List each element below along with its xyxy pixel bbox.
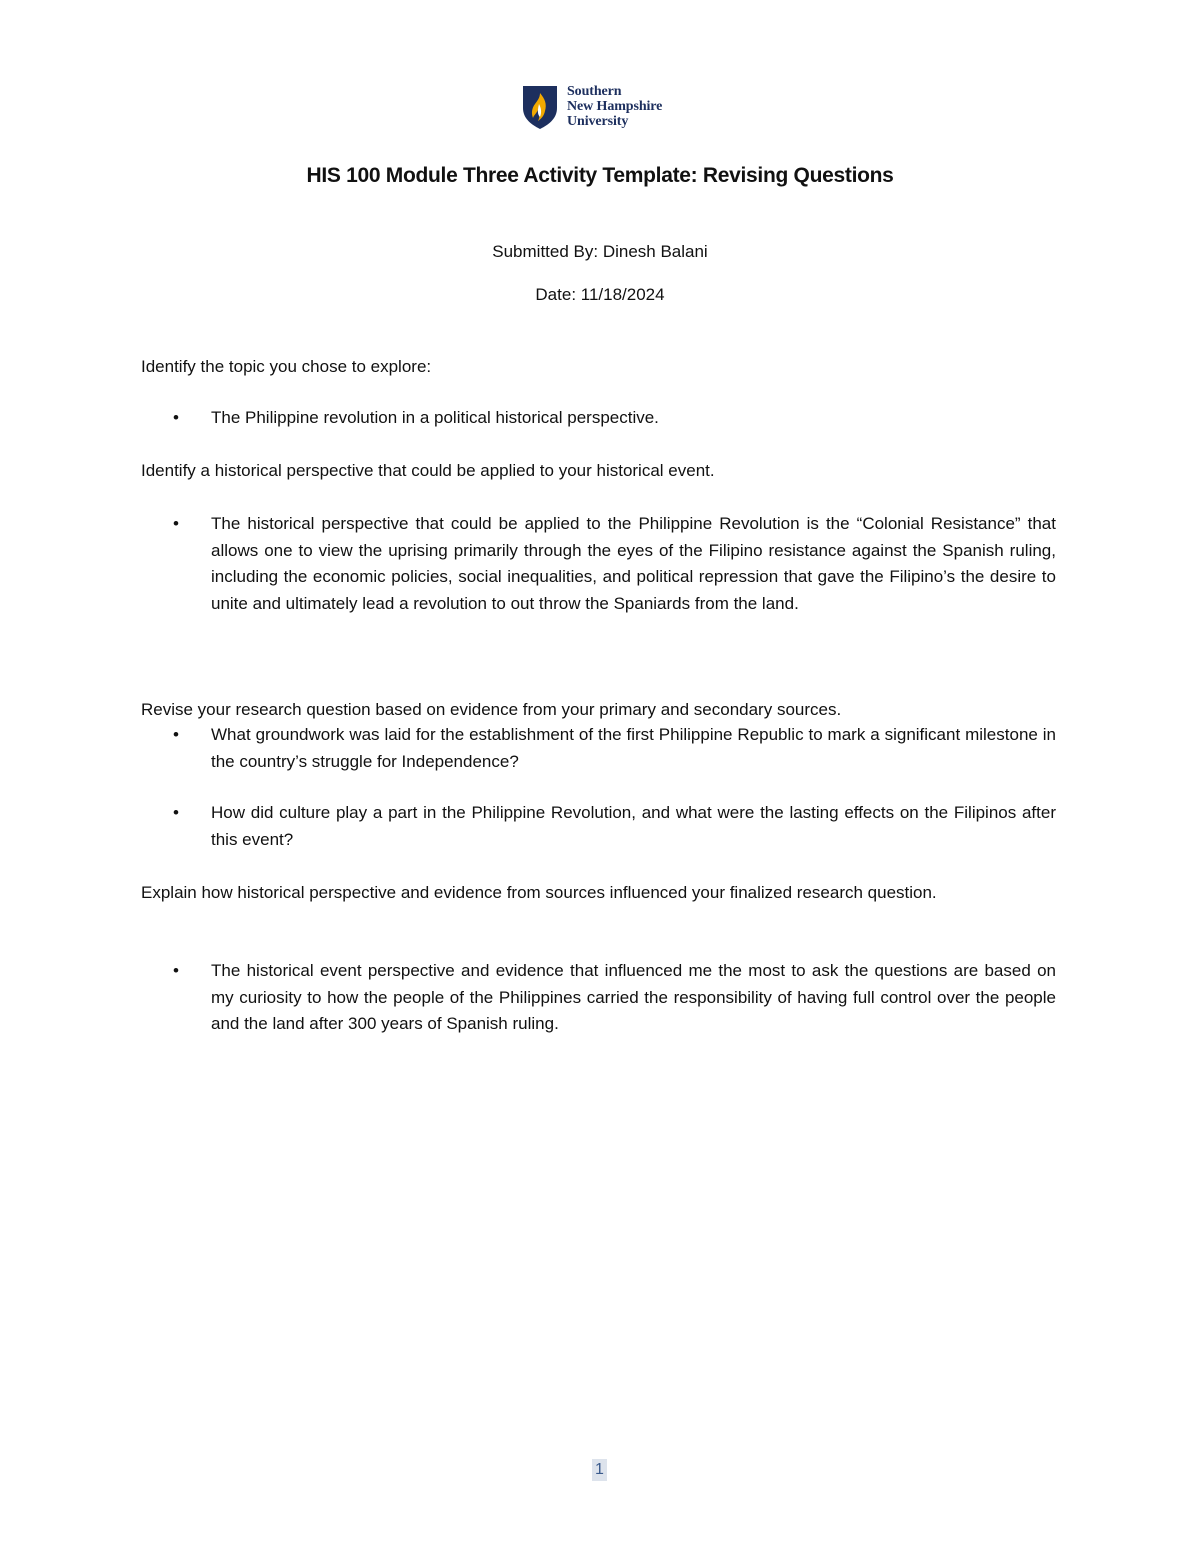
section-3-bullet-1: • What groundwork was laid for the establishment of the first Philippine Republic to mark a significant milestone in the country’s struggle for Independence? (211, 722, 1056, 775)
section-4-prompt: Explain how historical perspective and evidence from sources influenced your finalized research question. (141, 883, 937, 902)
page-number: 1 (592, 1459, 607, 1481)
logo-line-3: University (567, 114, 629, 129)
university-name (567, 84, 662, 129)
university-logo (521, 84, 681, 134)
logo-line-1: Southern (567, 84, 622, 99)
document-title: HIS 100 Module Three Activity Template: Revising Questions (306, 164, 894, 187)
logo-line-2: New Hampshire (567, 99, 663, 114)
section-2-bullet-1: • The historical perspective that could be applied to the Philippine Revolution is the “Colonial Resistance” that allows one to view the uprising primarily through the eyes of the Filipino resistance against the Spanish ruling, including the economic policies, social inequalities, and political repression that gave the Filipino’s the desire to unite and ultimately lead a revolution to out throw the Spaniards from the land. (211, 511, 1056, 617)
section-3-bullet-2: • How did culture play a part in the Philippine Revolution, and what were the lasting effects on the Filipinos after this event? (211, 800, 1056, 853)
section-2-prompt: Identify a historical perspective that could be applied to your historical event. (141, 461, 715, 480)
flame-shield-icon (521, 84, 559, 130)
date-line: Date: 11/18/2024 (535, 285, 665, 304)
section-3-prompt: Revise your research question based on evidence from your primary and secondary sources. (141, 700, 842, 719)
section-4-bullet-1: • The historical event perspective and evidence that influenced me the most to ask the questions are based on my curiosity to how the people of the Philippines carried the responsibility of having full control over the people and the land after 300 years of Spanish ruling. (211, 958, 1056, 1038)
submitted-by: Submitted By: Dinesh Balani (492, 242, 708, 261)
section-1-prompt: Identify the topic you chose to explore: (141, 357, 432, 376)
section-1-bullet-1: • The Philippine revolution in a political historical perspective. (211, 405, 1056, 432)
